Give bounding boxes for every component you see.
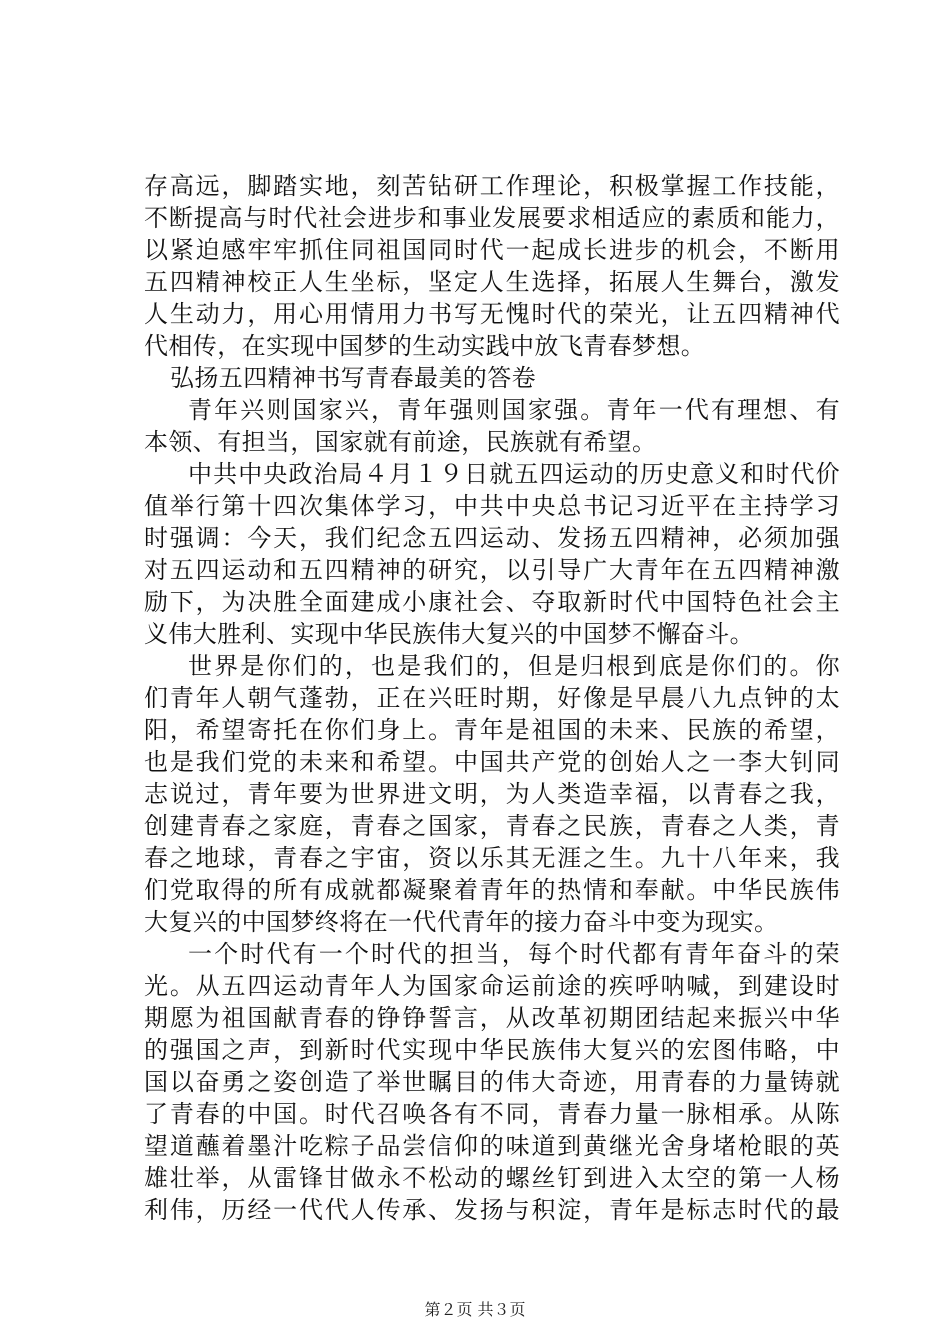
page-footer (0, 1300, 950, 1320)
document-body (144, 170, 840, 1226)
text-line: 一个时代有一个时代的担当，每个时代都有青年奋斗的荣 (188, 940, 840, 968)
text-line: 光。从五四运动青年人为国家命运前途的疾呼呐喊，到建设时 (144, 972, 840, 1000)
text-line: 期愿为祖国献青春的铮铮誓言，从改革初期团结起来振兴中华 (144, 1004, 840, 1032)
text-line: 也是我们党的未来和希望。中国共产党的创始人之一李大钊同 (144, 748, 840, 776)
text-line: 值举行第十四次集体学习，中共中央总书记习近平在主持学习 (144, 492, 840, 520)
text-line: 利伟，历经一代代人传承、发扬与积淀，青年是标志时代的最 (144, 1196, 840, 1224)
text-line: 义伟大胜利、实现中华民族伟大复兴的中国梦不懈奋斗。 (144, 620, 754, 648)
text-line: 雄壮举，从雷锋甘做永不松动的螺丝钉到进入太空的第一人杨 (144, 1164, 840, 1192)
text-line: 对五四运动和五四精神的研究，以引导广大青年在五四精神激 (144, 556, 840, 584)
text-line: 不断提高与时代社会进步和事业发展要求相适应的素质和能力， (144, 204, 840, 232)
text-line: 的强国之声，到新时代实现中华民族伟大复兴的宏图伟略，中 (144, 1036, 840, 1064)
text-line: 创建青春之家庭，青春之国家，青春之民族，青春之人类，青 (144, 812, 840, 840)
text-line: 世界是你们的，也是我们的，但是归根到底是你们的。你 (188, 652, 840, 680)
text-line: 阳，希望寄托在你们身上。青年是祖国的未来、民族的希望， (144, 716, 840, 744)
text-line: 国以奋勇之姿创造了举世瞩目的伟大奇迹，用青春的力量铸就 (144, 1068, 840, 1096)
text-line: 以紧迫感牢牢抓住同祖国同时代一起成长进步的机会，不断用 (144, 236, 840, 264)
text-line: 们党取得的所有成就都凝聚着青年的热情和奉献。中华民族伟 (144, 876, 840, 904)
text-line: 望道蘸着墨汁吃粽子品尝信仰的味道到黄继光舍身堵枪眼的英 (144, 1132, 840, 1160)
text-line: 代相传，在实现中国梦的生动实践中放飞青春梦想。 (144, 332, 706, 360)
text-line: 春之地球，青春之宇宙，资以乐其无涯之生。九十八年来，我 (144, 844, 840, 872)
text-line: 志说过，青年要为世界进文明，为人类造幸福，以青春之我， (144, 780, 840, 808)
text-line: 存高远，脚踏实地，刻苦钻研工作理论，积极掌握工作技能， (144, 172, 840, 200)
text-line: 中共中央政治局４月１９日就五四运动的历史意义和时代价 (188, 460, 840, 488)
text-line: 五四精神校正人生坐标，坚定人生选择，拓展人生舞台，激发 (144, 268, 840, 296)
text-line: 青年兴则国家兴，青年强则国家强。青年一代有理想、有 (188, 396, 840, 424)
text-line: 时强调：今天，我们纪念五四运动、发扬五四精神，必须加强 (144, 524, 840, 552)
text-line: 励下，为决胜全面建成小康社会、夺取新时代中国特色社会主 (144, 588, 840, 616)
text-line: 大复兴的中国梦终将在一代代青年的接力奋斗中变为现实。 (144, 908, 779, 936)
text-line: 了青春的中国。时代召唤各有不同，青春力量一脉相承。从陈 (144, 1100, 840, 1128)
text-line: 本领、有担当，国家就有前途，民族就有希望。 (144, 428, 657, 456)
text-line: 们青年人朝气蓬勃，正在兴旺时期，好像是早晨八九点钟的太 (144, 684, 840, 712)
section-heading: 弘扬五四精神书写青春最美的答卷 (170, 364, 536, 392)
page-number-label: 第２页 共３页 (424, 1300, 526, 1319)
text-line: 人生动力，用心用情用力书写无愧时代的荣光，让五四精神代 (144, 300, 840, 328)
